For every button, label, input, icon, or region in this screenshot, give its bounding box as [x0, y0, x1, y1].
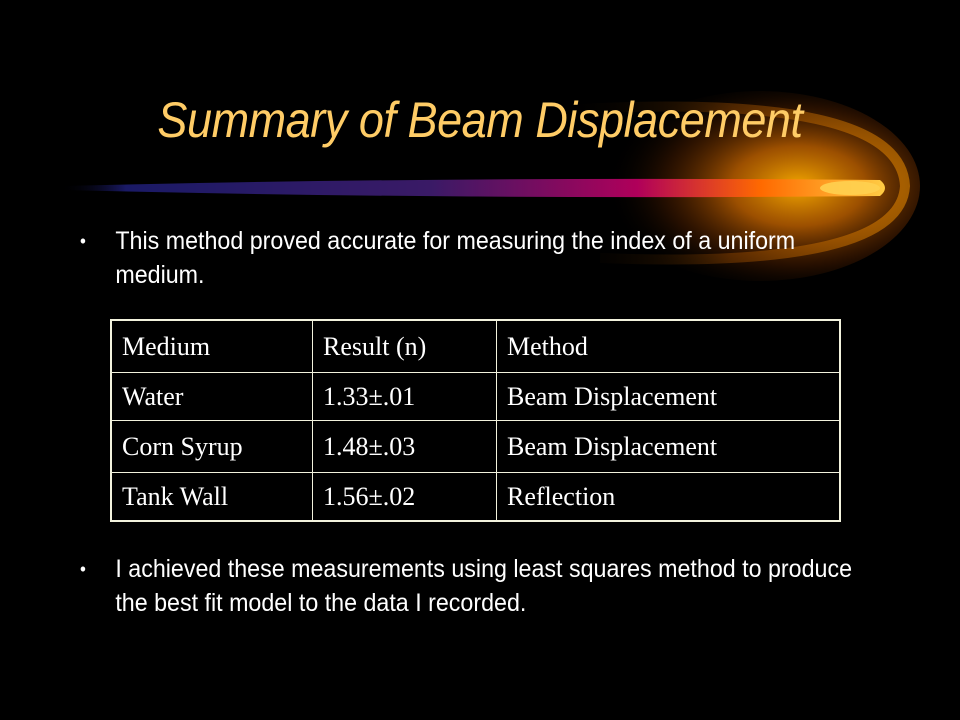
table-row [111, 421, 840, 473]
bullet-text: This method proved accurate for measuring the index of a uniform medium. [115, 227, 796, 289]
table-cell: 1.48±.03 [313, 421, 497, 473]
table-cell: Reflection [497, 473, 841, 522]
table-header-cell: Medium [111, 320, 313, 373]
table-row [111, 373, 840, 421]
table-row [111, 473, 840, 522]
table-cell: Tank Wall [111, 473, 313, 522]
table-cell: Beam Displacement [497, 373, 841, 421]
bullet-marker: • [80, 231, 86, 251]
table-header-row [111, 320, 840, 373]
slide-title: Summary of Beam Displacement [157, 92, 803, 148]
table-cell: 1.56±.02 [313, 473, 497, 522]
results-table [110, 319, 841, 522]
bullet-text: I achieved these measurements using least squares method to produce the best fit model to the data I recorded. [115, 555, 853, 617]
table-cell: Water [111, 373, 313, 421]
table-header-cell: Result (n) [313, 320, 497, 373]
table-cell: 1.33±.01 [313, 373, 497, 421]
table-cell: Corn Syrup [111, 421, 313, 473]
table-cell: Beam Displacement [497, 421, 841, 473]
table-header-cell: Method [497, 320, 841, 373]
bullet-marker: • [80, 559, 86, 579]
